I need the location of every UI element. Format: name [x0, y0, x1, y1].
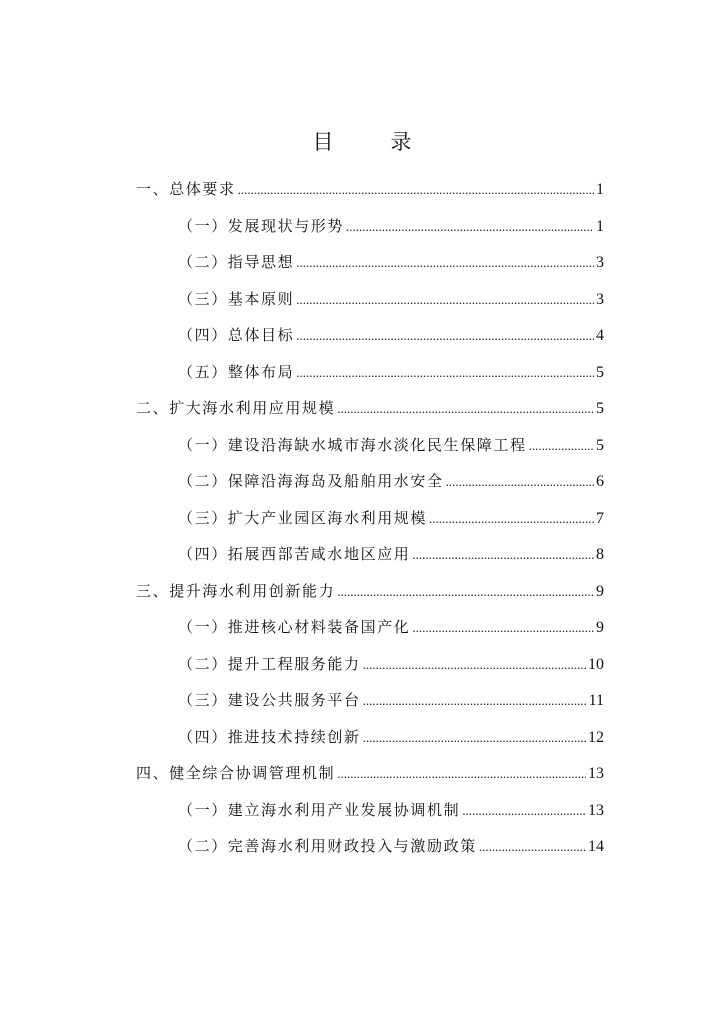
- toc-entry-label: 四、健全综合协调管理机制: [136, 764, 336, 782]
- toc-entry-section-3[interactable]: [136, 580, 604, 617]
- toc-entry-section-4-1[interactable]: [136, 799, 604, 836]
- toc-entry-section-3-4[interactable]: [136, 726, 604, 763]
- toc-entry-section-2-2[interactable]: [136, 470, 604, 507]
- toc-entry-label: （二）完善海水利用财政投入与激励政策: [178, 837, 477, 855]
- toc-entry-page-number: 4: [596, 327, 604, 344]
- toc-entry-section-3-2[interactable]: [136, 653, 604, 690]
- dot-leader: [412, 547, 594, 563]
- toc-entry-label: （一）推进核心材料装备国产化: [178, 618, 411, 636]
- dot-leader: [446, 474, 594, 490]
- toc-entry-label: 三、提升海水利用创新能力: [136, 581, 336, 600]
- dot-leader: [296, 255, 594, 271]
- toc-entry-section-2-3[interactable]: [136, 507, 604, 544]
- toc-entry-page-number: 11: [588, 692, 604, 709]
- toc-entry-section-1-2[interactable]: [136, 251, 604, 288]
- toc-entry-label: （四）总体目标: [178, 326, 295, 344]
- toc-entry-label: （一）建设沿海缺水城市海水淡化民生保障工程: [178, 435, 527, 454]
- toc-entry-label: （二）指导思想: [178, 253, 295, 271]
- toc-entry-label: （二）保障沿海海岛及船舶用水安全: [178, 472, 444, 490]
- toc-entry-label: （三）扩大产业园区海水利用规模: [178, 508, 428, 527]
- toc-entry-label: （三）基本原则: [178, 289, 295, 308]
- toc-entry-page-number: 9: [596, 582, 604, 600]
- toc-entry-page-number: 7: [596, 509, 604, 527]
- toc-entry-page-number: 3: [596, 254, 604, 271]
- toc-entry-label: 二、扩大海水利用应用规模: [136, 399, 336, 417]
- table-of-contents: [136, 178, 604, 872]
- toc-entry-section-1-3[interactable]: [136, 288, 604, 325]
- toc-entry-page-number: 1: [596, 217, 604, 235]
- toc-entry-section-4-2[interactable]: [136, 835, 604, 872]
- toc-entry-section-4[interactable]: [136, 762, 604, 799]
- toc-entry-label: （五）整体布局: [178, 362, 295, 381]
- toc-entry-section-1-1[interactable]: [136, 215, 604, 252]
- toc-entry-page-number: 5: [596, 436, 604, 454]
- toc-entry-label: 一、总体要求: [136, 180, 236, 198]
- toc-entry-section-1-4[interactable]: [136, 324, 604, 361]
- dot-leader: [337, 766, 586, 782]
- dot-leader: [412, 620, 594, 636]
- toc-entry-section-1-5[interactable]: [136, 361, 604, 398]
- page-title: 目 录: [312, 130, 430, 154]
- dot-leader: [346, 219, 594, 235]
- dot-leader: [462, 803, 586, 819]
- toc-entry-page-number: 13: [588, 765, 604, 782]
- toc-entry-page-number: 8: [596, 546, 604, 563]
- toc-entry-section-2-4[interactable]: [136, 543, 604, 580]
- toc-entry-page-number: 3: [596, 290, 604, 308]
- dot-leader: [363, 693, 587, 709]
- dot-leader: [479, 839, 586, 855]
- toc-entry-page-number: 12: [588, 728, 604, 746]
- toc-entry-section-3-1[interactable]: [136, 616, 604, 653]
- toc-entry-page-number: 6: [596, 473, 604, 490]
- toc-entry-label: （二）提升工程服务能力: [178, 654, 361, 673]
- toc-entry-page-number: 5: [596, 400, 604, 417]
- dot-leader: [529, 438, 594, 454]
- dot-leader: [337, 584, 594, 600]
- toc-entry-label: （四）拓展西部苦咸水地区应用: [178, 545, 411, 563]
- toc-entry-label: （一）建立海水利用产业发展协调机制: [178, 800, 461, 819]
- toc-entry-label: （三）建设公共服务平台: [178, 691, 361, 709]
- toc-entry-page-number: 13: [588, 801, 604, 819]
- dot-leader: [296, 328, 594, 344]
- toc-entry-section-2[interactable]: [136, 397, 604, 434]
- toc-entry-section-2-1[interactable]: [136, 434, 604, 471]
- dot-leader: [363, 730, 586, 746]
- toc-entry-page-number: 5: [596, 363, 604, 381]
- dot-leader: [363, 657, 586, 673]
- dot-leader: [296, 292, 594, 308]
- toc-entry-label: （一）发展现状与形势: [178, 216, 345, 235]
- toc-entry-page-number: 10: [588, 655, 604, 673]
- toc-entry-section-1[interactable]: [136, 178, 604, 215]
- toc-entry-page-number: 14: [588, 838, 604, 855]
- dot-leader: [429, 511, 594, 527]
- dot-leader: [337, 401, 594, 417]
- dot-leader: [238, 182, 594, 198]
- toc-entry-page-number: 9: [596, 619, 604, 636]
- toc-entry-label: （四）推进技术持续创新: [178, 727, 361, 746]
- toc-entry-section-3-3[interactable]: [136, 689, 604, 726]
- toc-entry-page-number: 1: [596, 181, 604, 198]
- dot-leader: [296, 365, 594, 381]
